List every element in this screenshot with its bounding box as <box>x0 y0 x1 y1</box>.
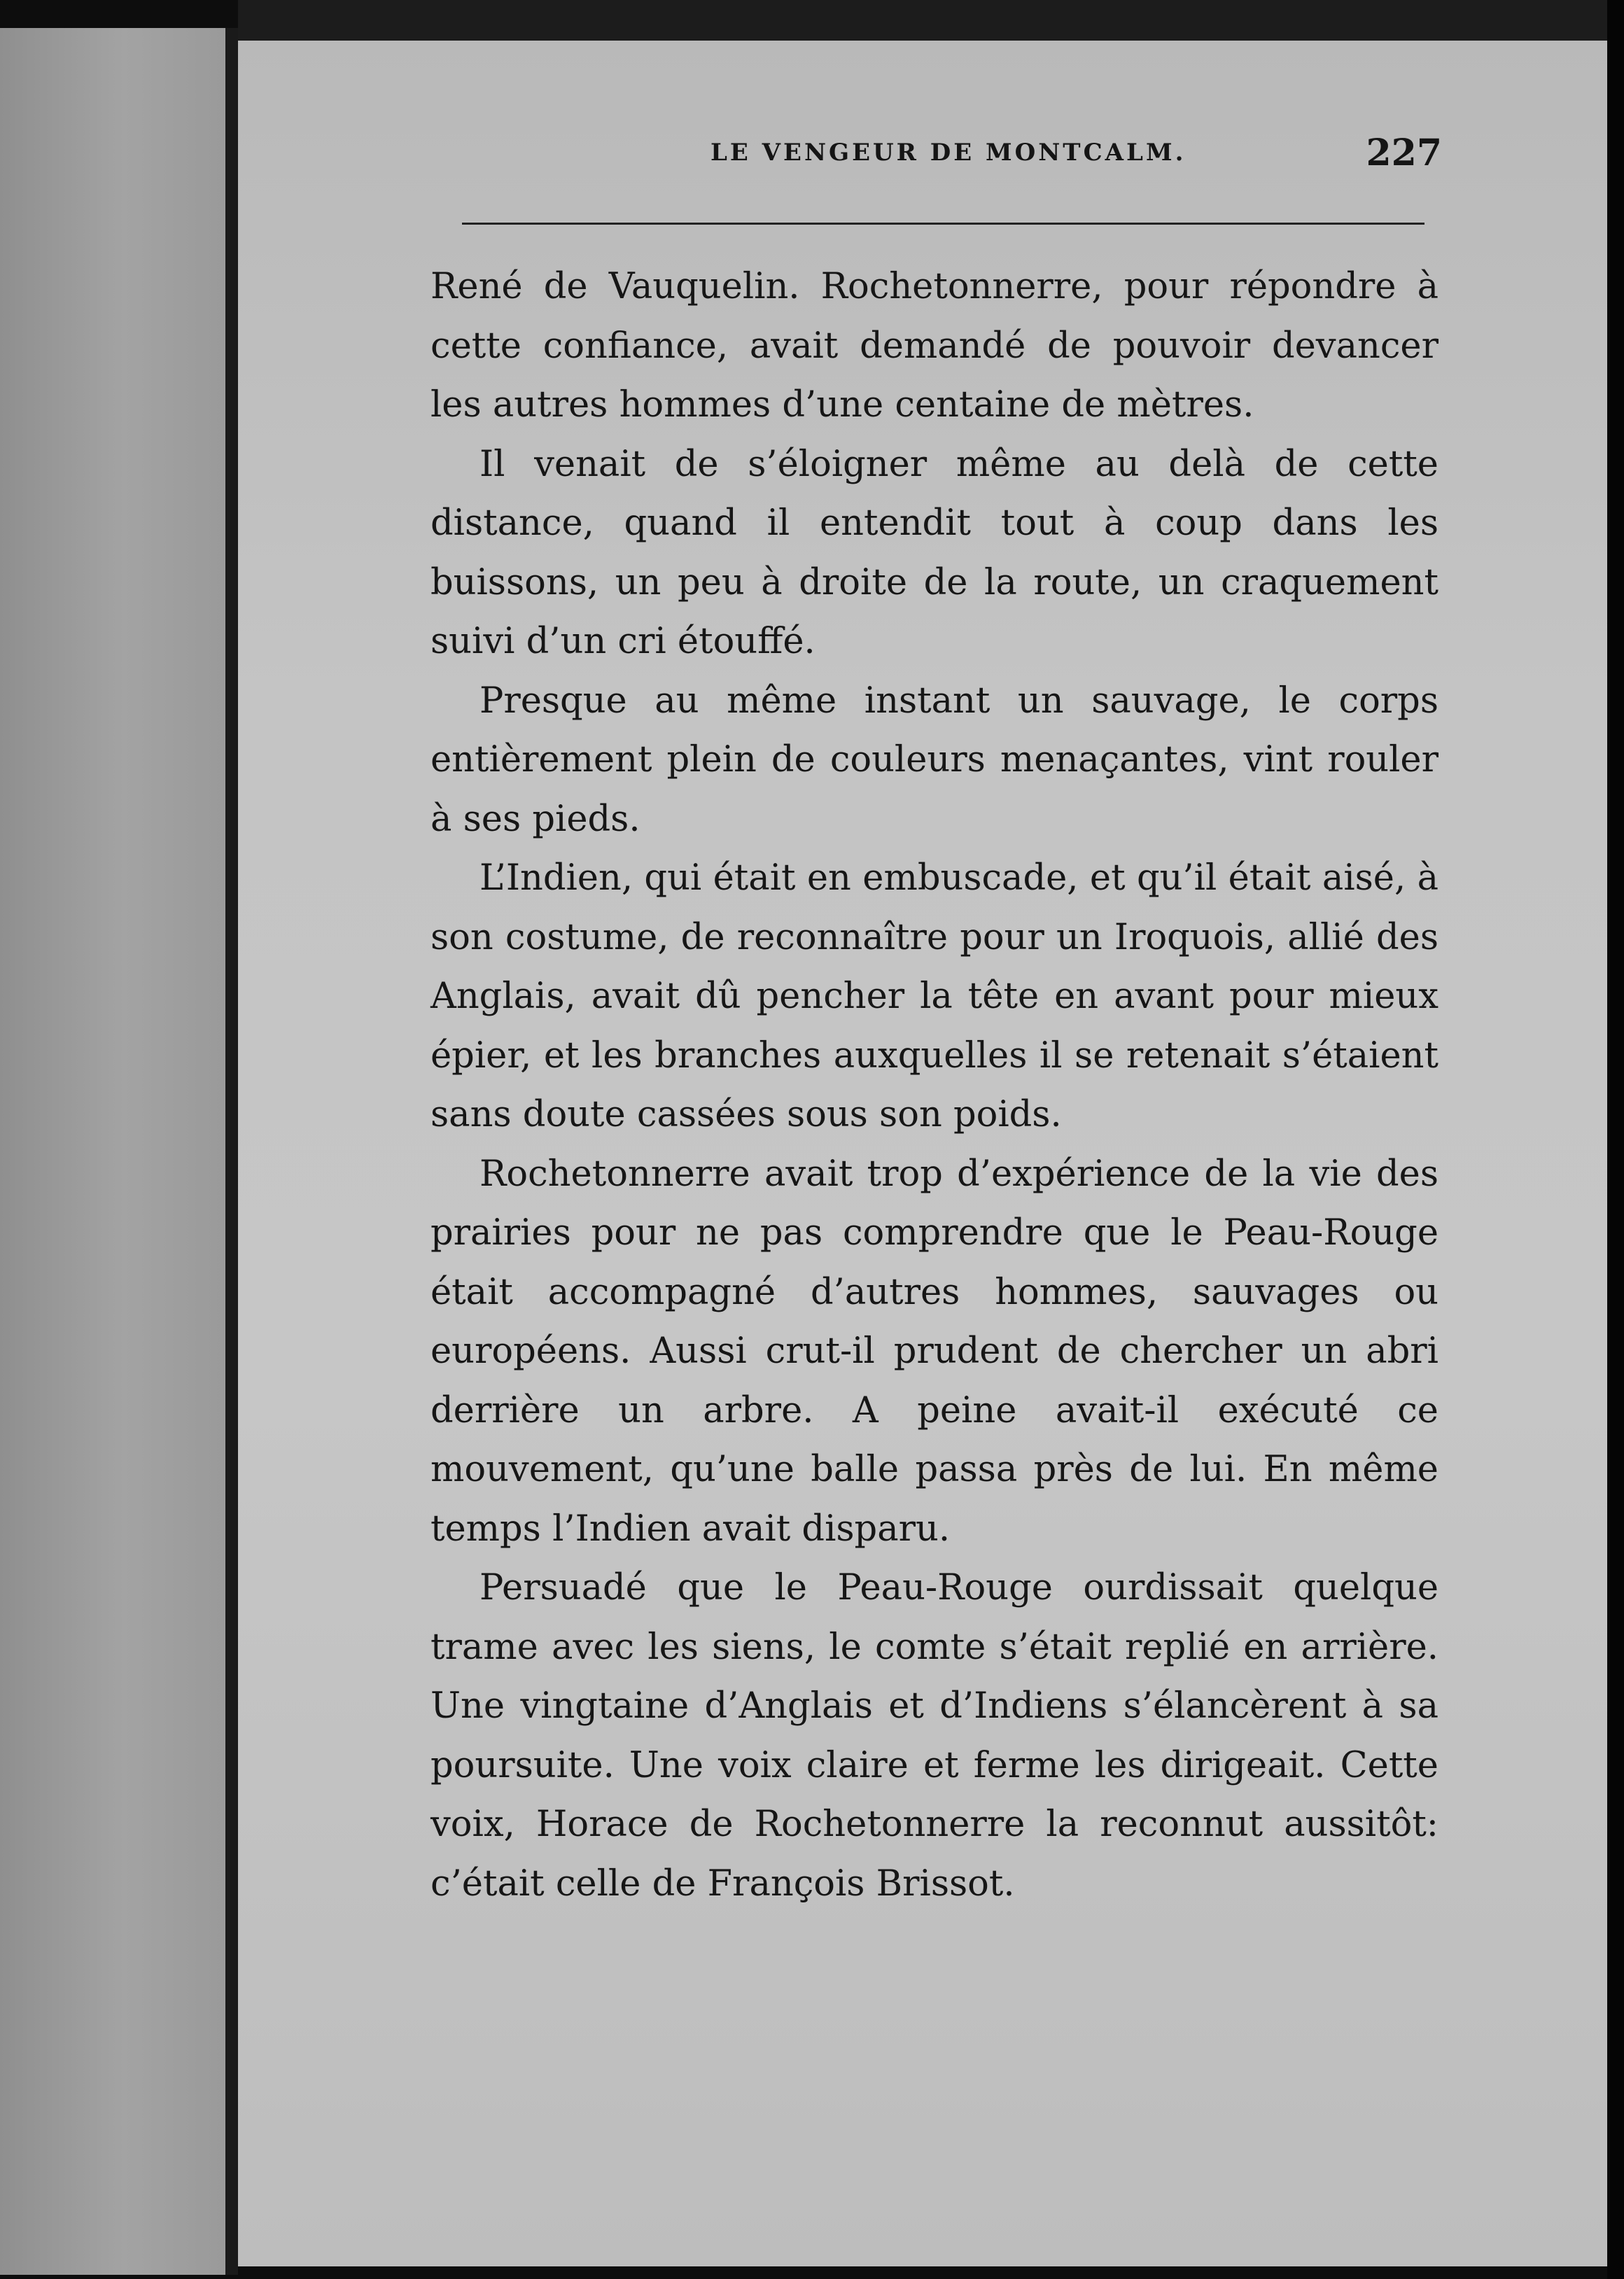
book-gutter <box>225 28 238 2275</box>
header-rule <box>462 223 1424 225</box>
paragraph: Il venait de s’éloigner même au delà de cette distance, quand il entendit tout à coup dans les buissons, un peu à droite de la route, un craquement suivi d’un cri étouffé. <box>430 443 1438 662</box>
paragraph: Presque au même instant un sauvage, le corps entièrement plein de couleurs menaçantes, vint rouler à ses pieds. <box>430 680 1438 840</box>
paragraph: Persuadé que le Peau-Rouge ourdissait quelque trame avec les siens, le comte s’était replié en arrière. Une vingtaine d’Anglais et d’Indiens s’élancèrent à sa poursuite. Une voix claire et ferme les dirigeait. Cette voix, Horace de Rochetonnerre la reconnut aussitôt: c’était celle de François Brissot. <box>430 1567 1438 1905</box>
facing-page-edge <box>0 28 225 2275</box>
running-header <box>710 132 1442 181</box>
page-number: 227 <box>1366 132 1442 174</box>
paragraph: Rochetonnerre avait trop d’expérience de la vie des prairies pour ne pas comprendre que le Peau-Rouge était accompagné d’autres hommes, sauvages ou européens. Aussi crut-il prudent de chercher un abri derrière un arbre. A peine avait-il exécuté ce mouvement, qu’une balle passa près de lui. En même temps l’Indien avait disparu. <box>430 1153 1438 1550</box>
paragraph: L’Indien, qui était en embuscade, et qu’il était aisé, à son costume, de reconnaître pour un Iroquois, allié des Anglais, avait dû pencher la tête en avant pour mieux épier, et les branches auxquelles il se retenait s’étaient sans doute cassées sous son poids. <box>430 857 1438 1135</box>
paragraph: René de Vauquelin. Rochetonnerre, pour répondre à cette confiance, avait demandé de pouvoir devancer les autres hommes d’une centaine de mètres. <box>430 266 1438 426</box>
scan-top-edge <box>238 0 1624 41</box>
scan-right-edge <box>1607 0 1624 2279</box>
body-text <box>430 258 1438 1914</box>
running-title: LE VENGEUR DE MONTCALM. <box>710 139 1186 167</box>
